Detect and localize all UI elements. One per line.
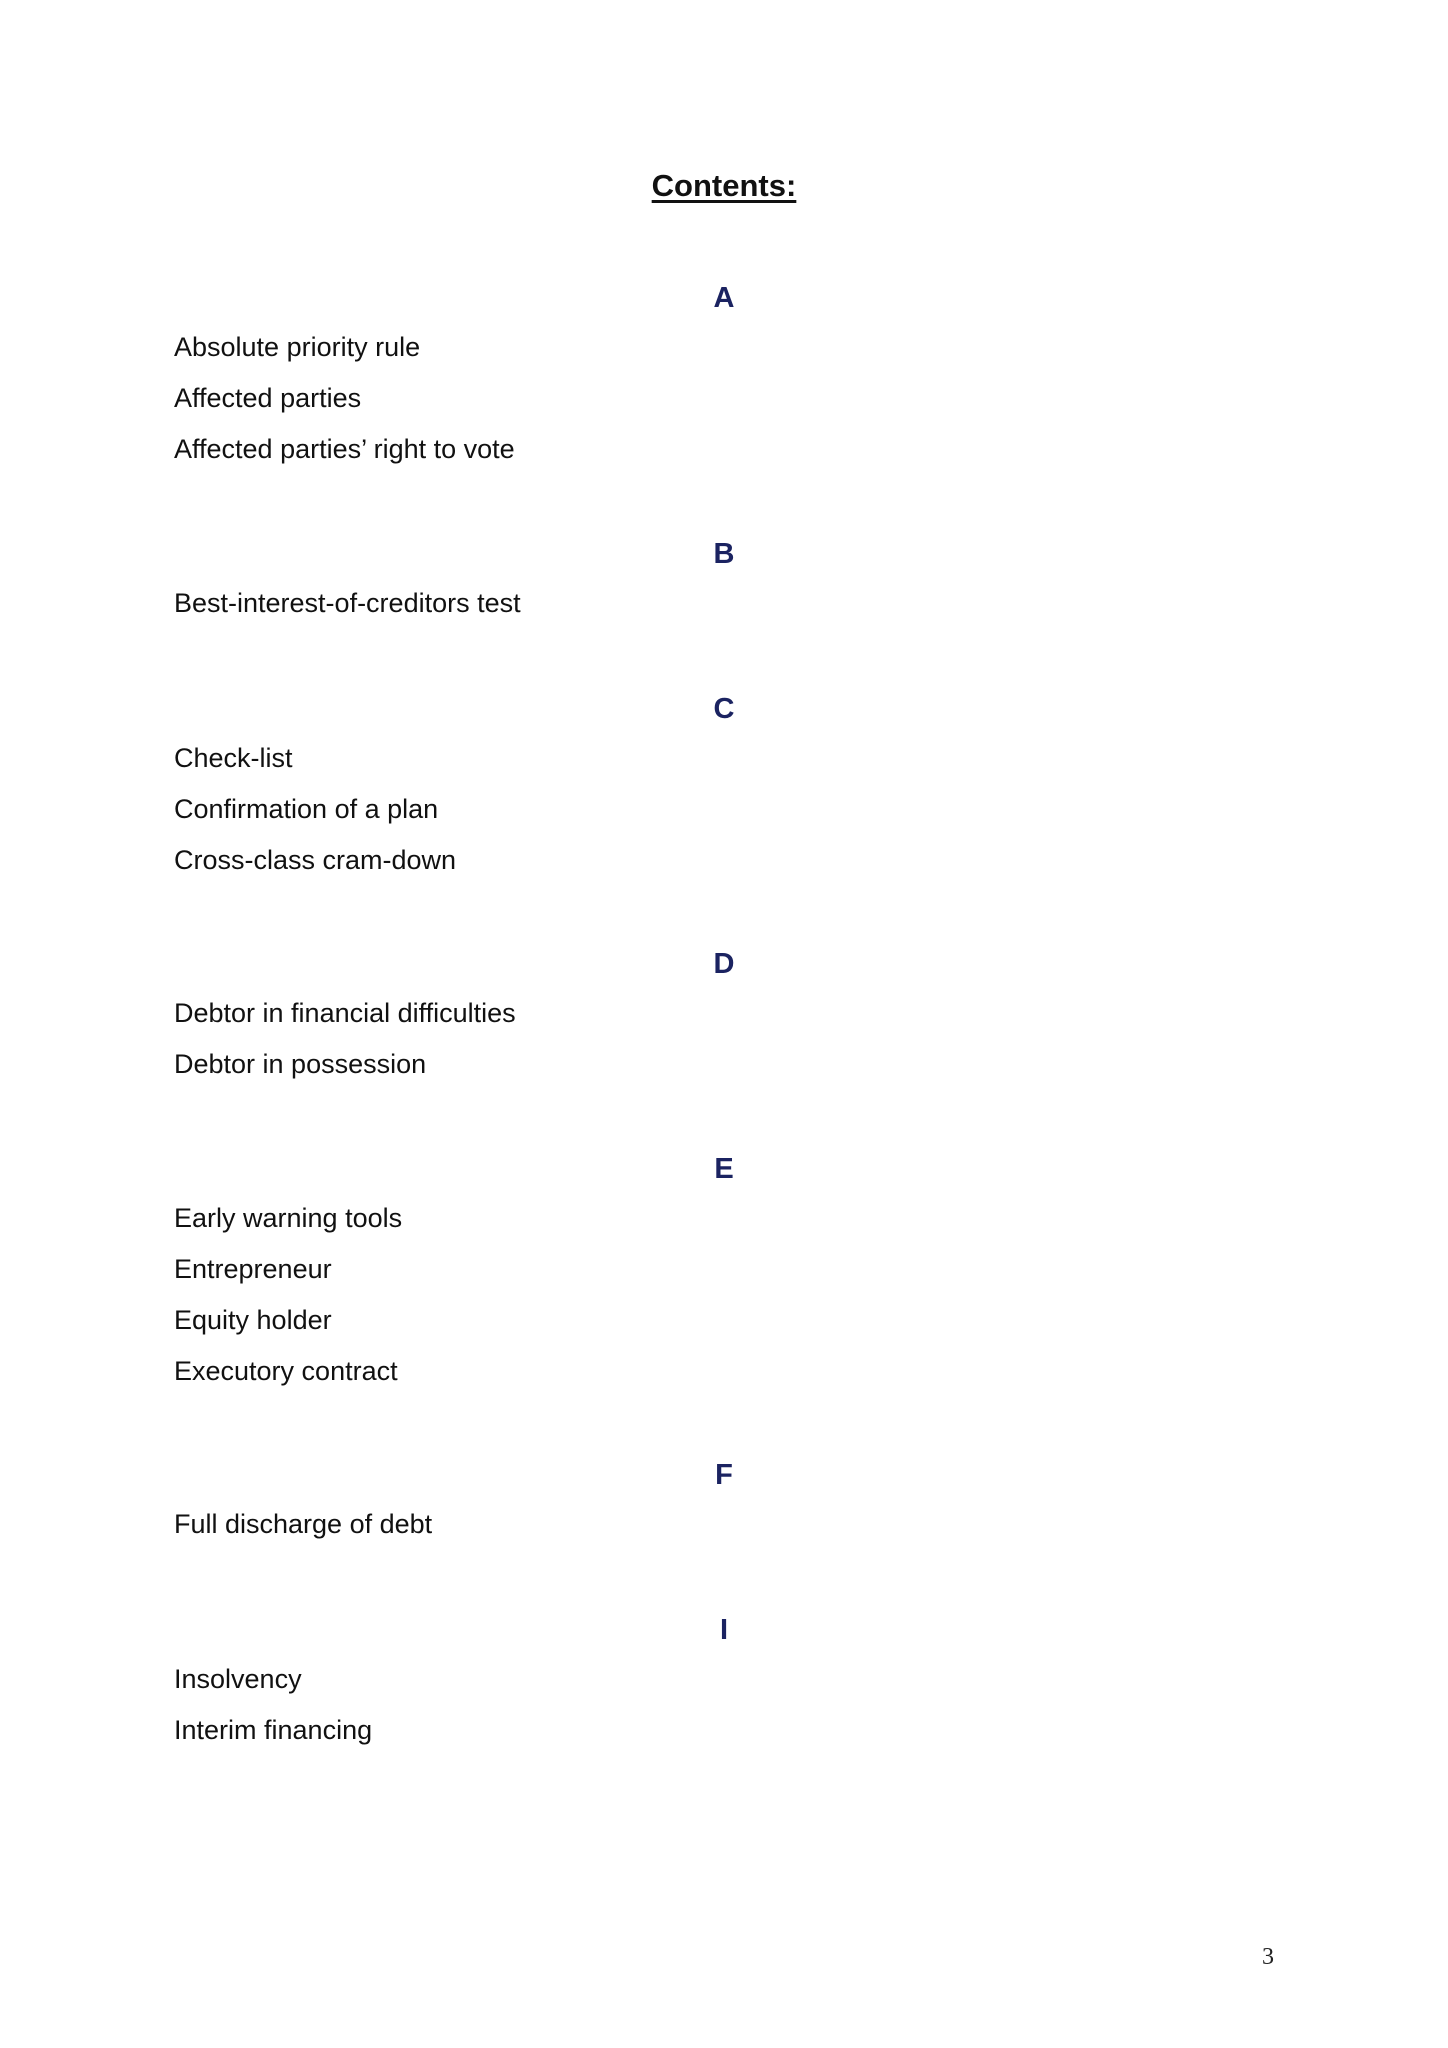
section-a [0,274,1448,475]
list-item: Early warning tools [174,1203,403,1233]
entry-list [0,322,1448,475]
page-title: Contents: [651,168,797,203]
list-item: Affected parties [174,383,362,413]
section-d [0,940,1448,1090]
entry-list [0,988,1448,1090]
entry-list [0,1193,1448,1397]
list-item: Entrepreneur [174,1254,332,1284]
entry-list [0,1654,1448,1756]
page-number: 3 [1262,1944,1274,1970]
section-i [0,1606,1448,1756]
section-letter: A [713,282,735,314]
entry-list [0,1499,1448,1550]
list-item: Debtor in financial difficulties [174,998,516,1028]
entry-list [0,733,1448,886]
section-c [0,685,1448,886]
list-item: Insolvency [174,1664,302,1694]
list-item: Interim financing [174,1715,373,1745]
list-item: Equity holder [174,1305,332,1335]
list-item: Debtor in possession [174,1049,427,1079]
section-letter: C [713,693,735,725]
section-letter: E [714,1153,734,1185]
list-item: Check-list [174,743,293,773]
list-item: Affected parties’ right to vote [174,434,515,464]
entry-list [0,578,1448,629]
list-item: Executory contract [174,1356,398,1386]
list-item: Absolute priority rule [174,332,421,362]
section-letter: F [715,1459,733,1491]
section-letter: B [713,538,735,570]
list-item: Confirmation of a plan [174,794,439,824]
section-f [0,1451,1448,1550]
section-b [0,530,1448,629]
section-letter: I [719,1614,729,1646]
list-item: Cross-class cram-down [174,845,457,875]
list-item: Full discharge of debt [174,1509,433,1539]
section-letter: D [713,948,735,980]
list-item: Best-interest-of-creditors test [174,588,521,618]
section-e [0,1145,1448,1397]
